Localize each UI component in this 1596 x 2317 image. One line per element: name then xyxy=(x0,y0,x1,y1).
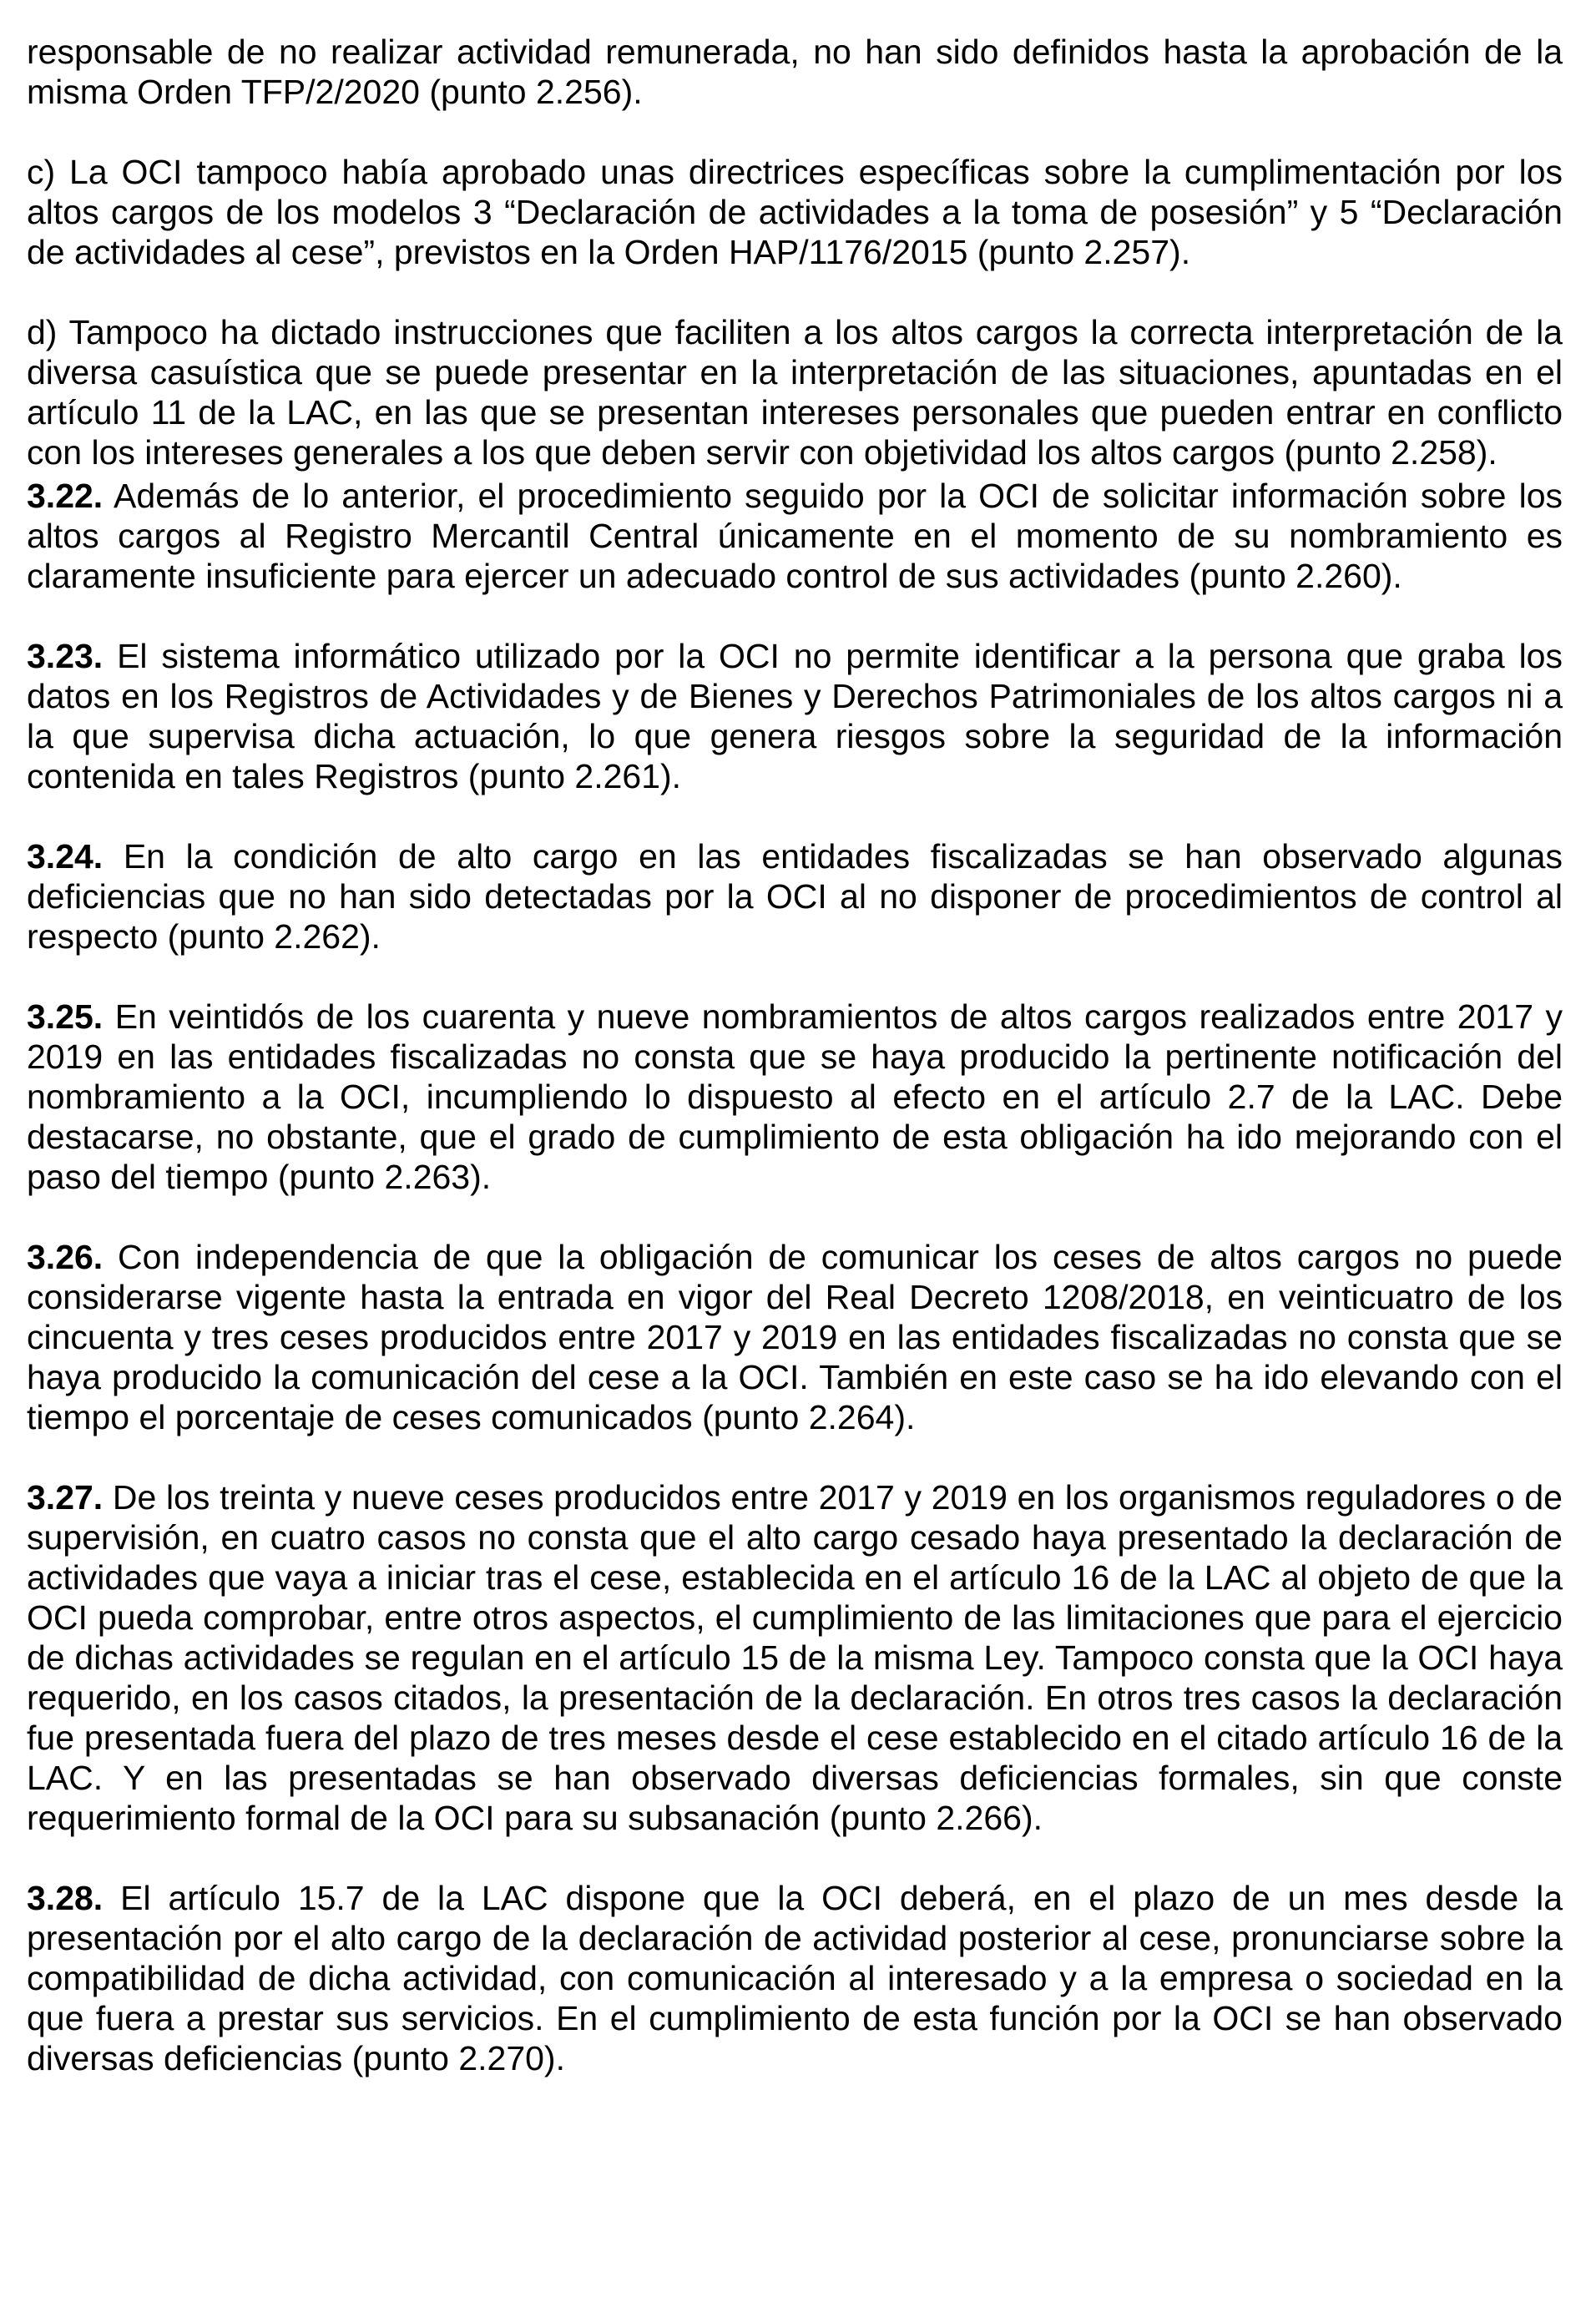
paragraph-continuation xyxy=(27,32,1563,112)
paragraph-number: 3.25. xyxy=(27,997,104,1036)
paragraph-3-27 xyxy=(27,1477,1563,1838)
paragraph-number: 3.24. xyxy=(27,837,104,876)
paragraph-3-28 xyxy=(27,1878,1563,2078)
paragraph-number: 3.26. xyxy=(27,1238,104,1276)
paragraph-text: Con independencia de que la obligación de comunicar los ceses de altos cargos no puede considerarse vigente hasta la entrada en vigor del Real Decreto 1208/2018, en veinticuatro de los cincuenta y tres ceses producidos entre 2017 y 2019 en las entidades fiscalizadas no consta que se haya producido la comunicación del cese a la OCI. También en este caso se ha ido elevando con el tiempo el porcentaje de ceses comunicados (punto 2.264). xyxy=(27,1238,1563,1436)
paragraph-number: 3.28. xyxy=(27,1879,104,1917)
paragraph-c xyxy=(27,152,1563,272)
paragraph-d xyxy=(27,312,1563,472)
paragraph-number: 3.23. xyxy=(27,637,104,675)
paragraph-3-26 xyxy=(27,1237,1563,1437)
paragraph-number: 3.27. xyxy=(27,1478,104,1517)
paragraph-text: responsable de no realizar actividad remunerada, no han sido definidos hasta la aprobación de la misma Orden TFP/2/2020 (punto 2.256). xyxy=(27,33,1563,111)
paragraph-text: En veintidós de los cuarenta y nueve nombramientos de altos cargos realizados entre 2017 y 2019 en las entidades fiscalizadas no consta que se haya producido la pertinente notificación del nombramiento a la OCI, incumpliendo lo dispuesto al efecto en el artículo 2.7 de la LAC. Debe destacarse, no obstante, que el grado de cumplimiento de esta obligación ha ido mejorando con el paso del tiempo (punto 2.263). xyxy=(27,997,1563,1196)
paragraph-text: El artículo 15.7 de la LAC dispone que la OCI deberá, en el plazo de un mes desde la presentación por el alto cargo de la declaración de actividad posterior al cese, pronunciarse sobre la compatibilidad de dicha actividad, con comunicación al interesado y a la empresa o sociedad en la que fuera a prestar sus servicios. En el cumplimiento de esta función por la OCI se han observado diversas deficiencias (punto 2.270). xyxy=(27,1879,1563,2077)
paragraph-text: c) La OCI tampoco había aprobado unas directrices específicas sobre la cumplimentación por los altos cargos de los modelos 3 “Declaración de actividades a la toma de posesión” y 5 “Declaración de actividades al cese”, previstos en la Orden HAP/1176/2015 (punto 2.257). xyxy=(27,153,1563,271)
paragraph-text: Además de lo anterior, el procedimiento seguido por la OCI de solicitar información sobre los altos cargos al Registro Mercantil Central únicamente en el momento de su nombramiento es claramente insuficiente para ejercer un adecuado control de sus actividades (punto 2.260). xyxy=(27,477,1563,595)
document-page xyxy=(27,32,1563,2118)
paragraph-3-22 xyxy=(27,476,1563,596)
paragraph-3-24 xyxy=(27,836,1563,957)
paragraph-text: d) Tampoco ha dictado instrucciones que faciliten a los altos cargos la correcta interpretación de la diversa casuística que se puede presentar en la interpretación de las situaciones, apuntadas en el artículo 11 de la LAC, en las que se presentan intereses personales que pueden entrar en conflicto con los intereses generales a los que deben servir con objetividad los altos cargos (punto 2.258). xyxy=(27,313,1563,472)
paragraph-text: En la condición de alto cargo en las entidades fiscalizadas se han observado algunas deficiencias que no han sido detectadas por la OCI al no disponer de procedimientos de control al respecto (punto 2.262). xyxy=(27,837,1563,956)
paragraph-text: El sistema informático utilizado por la OCI no permite identificar a la persona que graba los datos en los Registros de Actividades y de Bienes y Derechos Patrimoniales de los altos cargos ni a la que supervisa dicha actuación, lo que genera riesgos sobre la seguridad de la información contenida en tales Registros (punto 2.261). xyxy=(27,637,1563,795)
paragraph-3-25 xyxy=(27,997,1563,1197)
paragraph-3-23 xyxy=(27,636,1563,796)
paragraph-number: 3.22. xyxy=(27,477,104,515)
paragraph-text: De los treinta y nueve ceses producidos entre 2017 y 2019 en los organismos reguladores o de supervisión, en cuatro casos no consta que el alto cargo cesado haya presentado la declaración de actividades que vaya a iniciar tras el cese, establecida en el artículo 16 de la LAC al objeto de que la OCI pueda comprobar, entre otros aspectos, el cumplimiento de las limitaciones que para el ejercicio de dichas actividades se regulan en el artículo 15 de la misma Ley. Tampoco consta que la OCI haya requerido, en los casos citados, la presentación de la declaración. En otros tres casos la declaración fue presentada fuera del plazo de tres meses desde el cese establecido en el citado artículo 16 de la LAC. Y en las presentadas se han observado diversas deficiencias formales, sin que conste requerimiento formal de la OCI para su subsanación (punto 2.266). xyxy=(27,1478,1563,1837)
